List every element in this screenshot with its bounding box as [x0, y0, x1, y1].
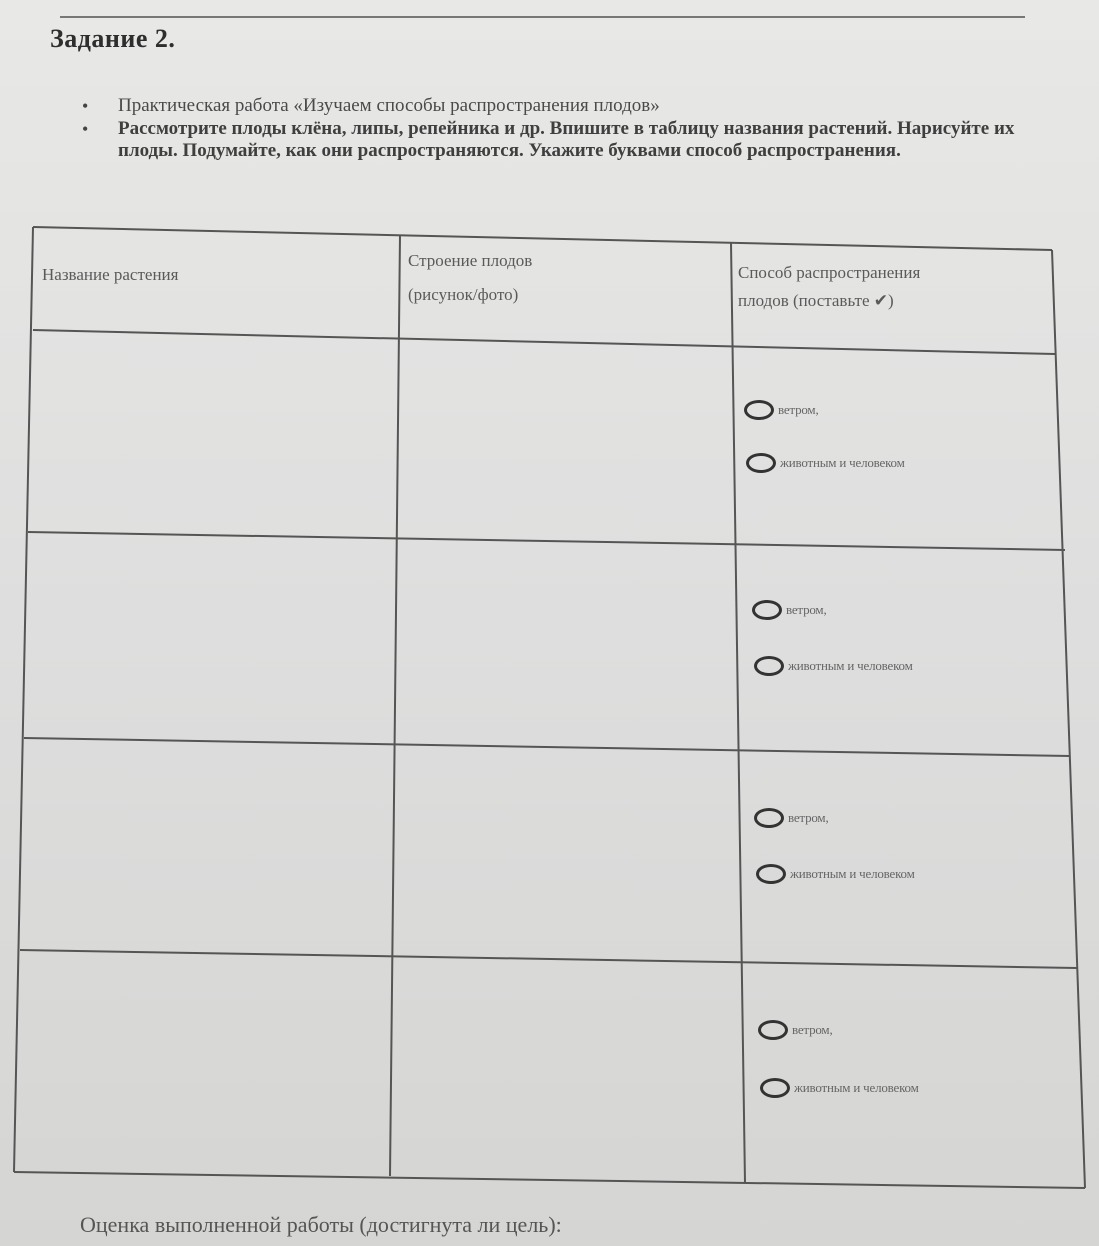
radio-wind[interactable] — [754, 808, 784, 828]
radio-wind[interactable] — [758, 1020, 788, 1040]
task-title: Задание 2. — [50, 24, 176, 53]
radio-wind[interactable] — [752, 600, 782, 620]
header-method-line2: плодов (поставьте ✔) — [738, 291, 894, 310]
radio-animals-humans[interactable] — [746, 453, 776, 473]
option-label-animals-humans: животным и человеком — [788, 658, 913, 673]
radio-animals-humans[interactable] — [760, 1078, 790, 1098]
header-structure-line2: (рисунок/фото) — [408, 285, 519, 304]
header-structure-line1: Строение плодов — [408, 251, 533, 270]
radio-animals-humans[interactable] — [754, 656, 784, 676]
option-label-wind: ветром, — [786, 602, 827, 617]
header-bottom-border — [33, 330, 1055, 354]
option-label-wind: ветром, — [788, 810, 829, 825]
option-row[interactable] — [754, 656, 913, 676]
option-row[interactable] — [752, 600, 827, 620]
evaluation-footer: Оценка выполненной работы (достигнута ли цель): — [80, 1212, 562, 1237]
header-distribution-method — [738, 259, 920, 315]
table-top-border — [33, 227, 1052, 250]
option-row[interactable] — [756, 864, 915, 884]
table-left-border — [14, 227, 33, 1172]
option-row[interactable] — [746, 453, 905, 473]
table-right-border — [1052, 250, 1085, 1188]
table-bottom-border — [14, 1172, 1085, 1188]
row-separator — [28, 532, 1065, 550]
column-divider — [390, 235, 400, 1176]
header-fruit-structure — [408, 244, 532, 312]
radio-animals-humans[interactable] — [756, 864, 786, 884]
option-label-wind: ветром, — [778, 402, 819, 417]
header-plant-name-text: Название растения — [42, 265, 179, 284]
header-method-line1: Способ распространения — [738, 263, 921, 282]
instruction-text: Рассмотрите плоды клёна, липы, репейника и др. Впишите в таблицу названия растений. Нарисуйте их плоды. Подумайте, как они распространяются. Укажите буквами способ распространения. — [118, 118, 1015, 161]
option-row[interactable] — [760, 1078, 919, 1098]
row-separator — [24, 738, 1070, 756]
option-label-animals-humans: животным и человеком — [794, 1080, 919, 1095]
option-label-wind: ветром, — [792, 1022, 833, 1037]
option-row[interactable] — [754, 808, 829, 828]
column-divider — [731, 243, 745, 1183]
option-label-animals-humans: животным и человеком — [790, 866, 915, 881]
radio-wind[interactable] — [744, 400, 774, 420]
row-separator — [20, 950, 1077, 968]
option-row[interactable] — [744, 400, 819, 420]
option-row[interactable] — [758, 1020, 833, 1040]
header-plant-name — [42, 258, 178, 292]
option-label-animals-humans: животным и человеком — [780, 455, 905, 470]
instruction-text: Практическая работа «Изучаем способы распространения плодов» — [118, 95, 660, 116]
